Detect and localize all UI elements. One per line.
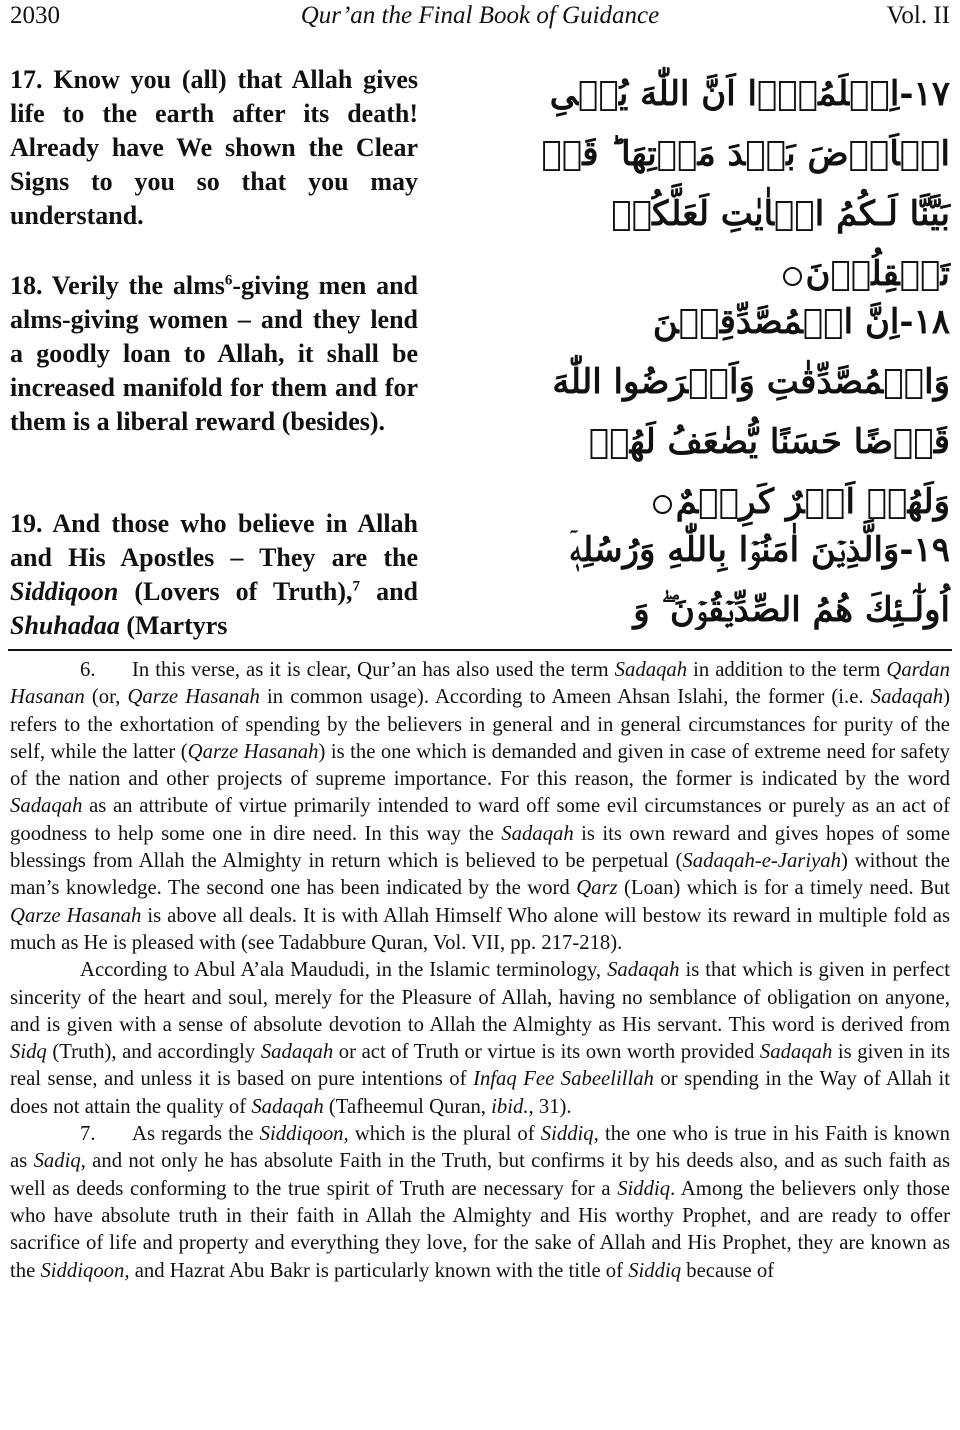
verse-end-marker-icon: [783, 267, 802, 286]
book-title: Qur’an the Final Book of Guidance: [300, 2, 660, 29]
footnote-6-paragraph-2: According to Abul A’ala Maududi, in the Islamic terminology, Sadaqah is that which is given in perfect sincerity of the heart and soul, merely for the Pleasure of Allah, having no semblance of obligation on anyone, and is given with a sense of absolute devotion to Allah the Almighty as His servant. This word is derived from Sidq (Truth), and accordingly Sadaqah or act of Truth or virtue is its own worth provided Sadaqah is given in its real sense, and unless it is based on pure intentions of Infaq Fee Sabeelillah or spending in the Way of Allah it does not attain the quality of Sadaqah (Tafheemul Quran, ibid., 31).: [10, 959, 950, 1118]
verse-17-arabic-text: ١٧-اِعۡلَمُوۡۤا اَنَّ اللّٰهَ يُحۡىِ الۡاَرۡضَ بَعۡدَ مَوۡتِهَا ؕ قَدۡ بَيَّنَّا لَـكُمُ الۡاٰيٰتِ لَعَلَّكُمۡ تَعۡقِلُوۡنَ: [541, 74, 950, 294]
footnote-7-number: 7.: [80, 1123, 96, 1146]
footnote-7: 7. As regards the Siddiqoon, which is the plural of Siddiq, the one who is true in his Faith is known as Sadiq, and not only he has absolute Faith in the Truth, but confirms it by his deeds also, and as such faith as well as deeds conforming to the true spirit of Truth are necessary for a Siddiq. Among the believers only those who have absolute truth in their faith in Allah the Almighty and His worthy Prophet, and are ready to offer sacrifice of life and property and everything they love, for the sake of Allah and His Prophet, they are known as the Siddiqoon, and Hazrat Abu Bakr is particularly known with the title of Siddiq because of: [10, 1123, 950, 1282]
verse-19-term-siddiqoon: Siddiqoon: [10, 577, 119, 606]
verse-18-arabic: [530, 292, 950, 532]
verse-18-text-a: 18. Verily the alms: [10, 271, 225, 300]
verse-19-text-c: and: [360, 577, 418, 606]
footnotes: [10, 657, 950, 1285]
verse-19-arabic: ١٩-وَالَّذِيۡنَ اٰمَنُوۡا بِاللّٰهِ وَرُسُلِهٖۤ اُولٰٓـئِكَ هُمُ الصِّدِّيۡقُوۡنَ ۖ وَ: [569, 530, 950, 630]
verse-19-text-a: 19. And those who believe in Allah and His Apostles – They are the: [10, 509, 418, 572]
verse-19-text-d: (Martyrs: [119, 611, 228, 640]
footnote-6: 6. In this verse, as it is clear, Qur’an has also used the term Sadaqah in addition to the term Qardan Hasanan (or, Qarze Hasanah in common usage). According to Ameen Ahsan Islahi, the former (i.e. Sadaqah) refers to the exhortation of spending by the believers in general and in general circumstances for purity of the self, while the latter (Qarze Hasanah) is the one which is demanded and given in case of extreme need for safety of the nation and other projects of supreme importance. For this reason, the former is indicated by the word Sadaqah as an attribute of virtue primarily intended to ward off some evil circumstances or purely as an act of goodness to help some one in dire need. In this way the Sadaqah is its own reward and gives hopes of some blessings from Allah the Almighty in return which is believed to be perpetual (Sadaqah-e-Jariyah) without the man’s knowledge. The second one has been indicated by the word Qarz (Loan) which is for a timely need. But Qarze Hasanah is above all deals. It is with Allah Himself Who alone will bestow its reward in multiple fold as much as He is pleased with (see Tadabbure Quran, Vol. VII, pp. 217-218).: [10, 659, 951, 954]
verse-18-english: [10, 269, 418, 439]
verse-19-term-shuhadaa: Shuhadaa: [10, 611, 120, 640]
volume-label: Vol. II: [886, 2, 950, 29]
footnote-ref-7: 7: [352, 578, 361, 595]
page-number: 2030: [10, 2, 60, 29]
verse-17-arabic: [530, 64, 950, 304]
footnote-6-number: 6.: [80, 659, 96, 681]
footnote-divider: [8, 649, 952, 651]
verse-end-marker-icon: [653, 495, 672, 514]
verse-18-text-b: -giving men and alms-giving women – and they lend a goodly loan to Allah, it shall be increased manifold for them and for them is a liberal reward (besides).: [10, 271, 418, 436]
running-header: [10, 2, 950, 34]
verse-17-english: 17. Know you (all) that Allah gives life to the earth after its death! Already have We shown the Clear Signs to you so that you may understand.: [10, 65, 418, 230]
footnote-ref-6: 6: [224, 272, 233, 289]
verse-19-english: [10, 507, 418, 643]
verse-18-arabic-text: ١٨-اِنَّ الۡمُصَّدِّقِيۡنَ وَالۡمُصَّدِّقٰتِ وَاَقۡرَضُوا اللّٰهَ قَرۡضًا حَسَنًا يُّضٰعَفُ لَهُمۡ وَلَهُمۡ اَجۡرٌ كَرِيۡمٌ: [552, 302, 950, 522]
verse-19-text-b: (Lovers of Truth),: [118, 577, 353, 606]
